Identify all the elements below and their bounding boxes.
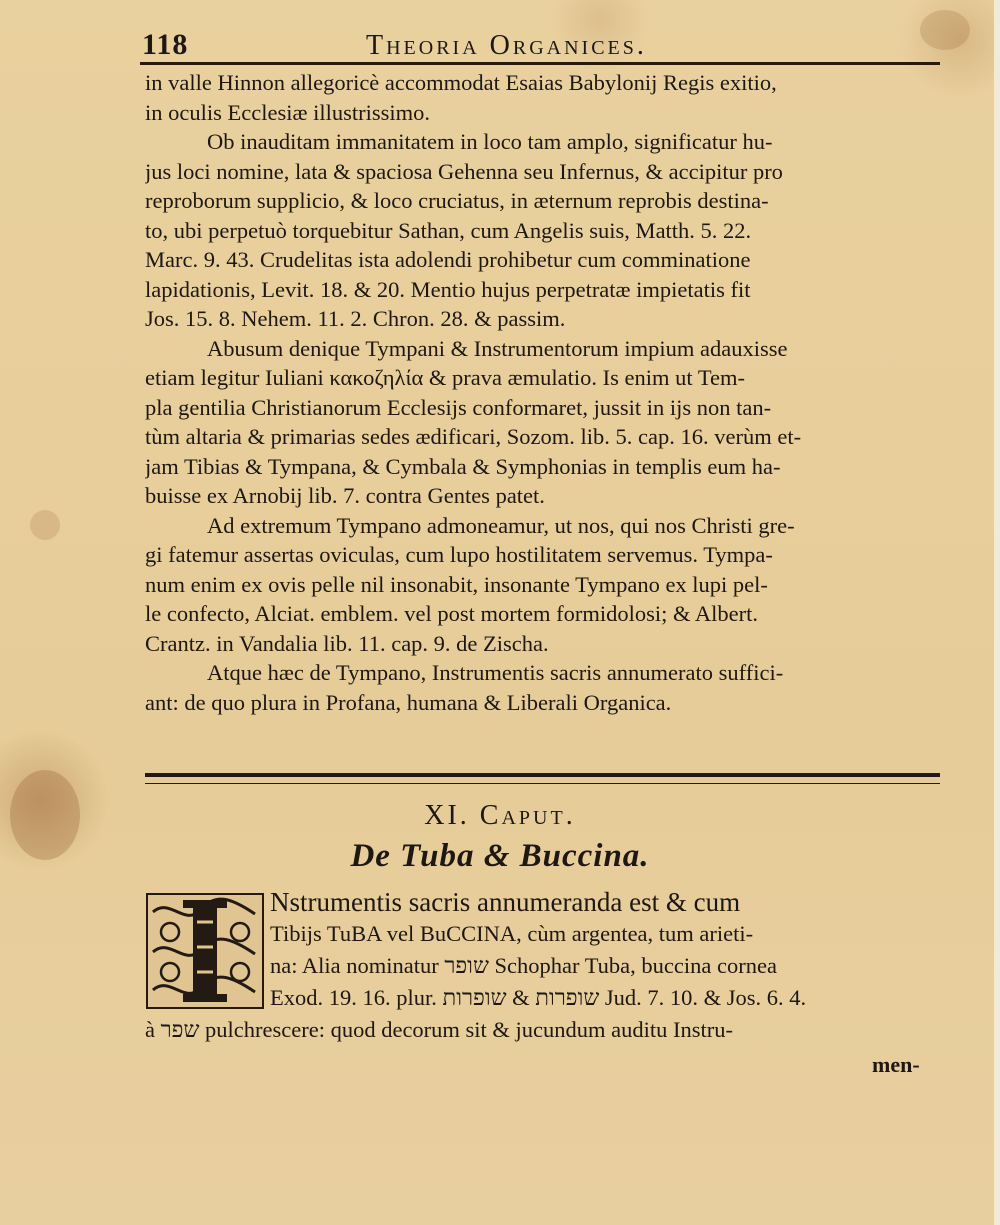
chapter-body-text [145,886,940,1046]
text-line: num enim ex ovis pelle nil insonabit, insonante Tympano ex lupi pel- [145,571,768,597]
text-line: to, ubi perpetuò torquebitur Sathan, cum Angelis suis, Matth. 5. 22. [145,217,752,243]
page-number: 118 [142,28,189,61]
text-line: Crantz. in Vandalia lib. 11. cap. 9. de Zischa. [145,630,549,656]
paragraph-start: Atque hæc de Tympano, Instrumentis sacris annumerato suffici- [207,660,784,685]
paper-stain [30,510,60,540]
paragraph-start: Ob inauditam immanitatem in loco tam amplo, significatur hu- [207,129,773,154]
text-line: tùm altaria & primarias sedes ædificari, Sozom. lib. 5. cap. 16. verùm et- [145,424,802,449]
text-line: ant: de quo plura in Profana, humana & Liberali Organica. [145,689,672,715]
text-line: reproborum supplicio, & loco cruciatus, in æternum reprobis destina- [145,188,769,213]
text-line: à שפר pulchrescere: quod decorum sit & jucundum auditu Instru- [145,1017,734,1042]
section-divider [145,773,940,784]
page-header [142,28,942,62]
text-line: etiam legitur Iuliani κακοζηλία & prava æmulatio. Is enim ut Tem- [145,365,745,390]
chapter-title: De Tuba & Buccina. [350,838,650,874]
text-line: Jos. 15. 8. Nehem. 11. 2. Chron. 28. & passim. [145,306,566,331]
text-line: pla gentilia Christianorum Ecclesijs conformaret, jussit in ijs non tan- [145,394,772,420]
catchword: men- [872,1052,920,1077]
header-rule [140,62,940,65]
text-line: jus loci nomine, lata & spaciosa Gehenna seu Infernus, & accipitur pro [145,158,783,184]
chapter-number: XI. Caput. [424,800,576,831]
text-line: na: Alia nominatur שופר Schophar Tuba, buccina cornea [270,953,777,978]
text-line: lapidationis, Levit. 18. & 20. Mentio hujus perpetratæ impietatis fit [145,276,751,302]
text-line: Marc. 9. 43. Crudelitas ista adolendi prohibetur cum comminatione [145,247,751,272]
chapter-first-line: Nstrumentis sacris annumeranda est & cum [270,887,741,917]
text-line: Exod. 19. 16. plur. שופרות & שופרות Jud. 7. 10. & Jos. 6. 4. [270,985,807,1010]
text-line: in valle Hinnon allegoricè accommodat Esaias Babylonij Regis exitio, [145,70,777,95]
text-line: gi fatemur assertas oviculas, cum lupo hostilitatem servemus. Tympa- [145,542,773,567]
body-text [145,68,945,717]
page-edge [994,0,1000,1225]
paragraph-start: Ad extremum Tympano admoneamur, ut nos, qui nos Christi gre- [207,512,795,538]
text-line: in oculis Ecclesiæ illustrissimo. [145,99,430,125]
text-line: Tibijs TuBA vel BuCCINA, cùm argentea, tum arieti- [270,921,754,946]
paragraph-start: Abusum denique Tympani & Instrumentorum impium adauxisse [207,335,788,361]
text-line: jam Tibias & Tympana, & Cymbala & Symphonias in templis eum ha- [145,453,781,479]
running-title: Theoria Organices. [366,30,647,61]
text-line: le confecto, Alciat. emblem. vel post mortem formidolosi; & Albert. [145,601,758,626]
text-line: buisse ex Arnobij lib. 7. contra Gentes patet. [145,483,545,508]
